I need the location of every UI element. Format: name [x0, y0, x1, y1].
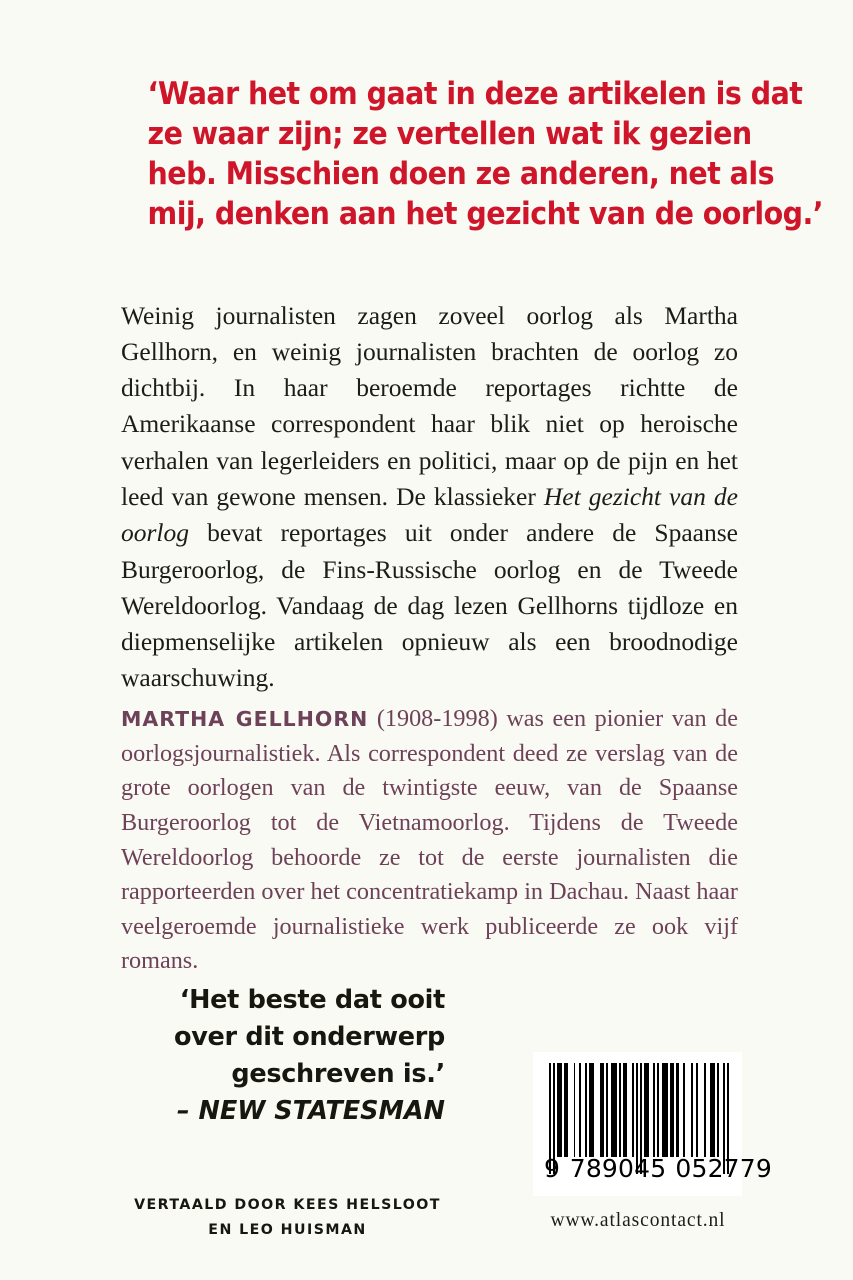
isbn-barcode [533, 1052, 772, 1196]
barcode-bars [549, 1063, 729, 1157]
review-quote [130, 982, 445, 1130]
translators-line-1: VERTAALD DOOR KEES HELSLOOT [134, 1197, 441, 1213]
barcode-right-group: 052779 [675, 1153, 772, 1183]
blurb-paragraph [121, 298, 738, 697]
review-quote-line-3: geschreven is.’ [231, 1059, 445, 1089]
translators-line-2: EN LEO HUISMAN [208, 1222, 367, 1238]
barcode-left-group: 789045 [569, 1153, 667, 1183]
barcode-lead-digit: 9 [544, 1153, 560, 1183]
author-name: MARTHA GELLHORN [121, 707, 369, 732]
author-bio-text: (1908-1998) was een pionier van de oorlogsjournalistiek. Als correspondent deed ze verslag van de grote oorlogen van de twintigste eeuw, van de Spaanse Burgeroorlog tot de Vietnamoorlog. Tijdens de Tweede Wereldoorlog behoorde ze tot de eerste journalisten die rapporteerden over het concentratiekamp in Dachau. Naast haar veelgeroemde journalistieke werk publiceerde ze ook vijf romans. [121, 705, 739, 975]
barcode-digits [544, 1153, 772, 1183]
review-source: – NEW STATESMAN [176, 1096, 445, 1126]
blurb-text-before-title: Weinig journalisten zagen zoveel oorlog als Martha Gellhorn, en weinig journalisten brachten de oorlog zo dichtbij. In haar beroemde reportages richtte de Amerikaanse correspondent haar blik niet op heroische verhalen van legerleiders en politici, maar op de pijn en het leed van gewone mensen. De klassieker [121, 300, 738, 511]
review-quote-line-2: over dit onderwerp [173, 1022, 445, 1052]
book-title-italic: Het gezicht van de oorlog [121, 481, 738, 548]
pull-quote [147, 74, 824, 234]
pull-quote-line-3: heb. Misschien doen ze anderen, net als [147, 156, 775, 192]
pull-quote-line-1: ‘Waar het om gaat in deze artikelen is dat [147, 76, 803, 112]
translators-credit [130, 1193, 445, 1243]
review-quote-line-1: ‘Het beste dat ooit [179, 985, 445, 1015]
author-bio-paragraph [121, 702, 738, 979]
pull-quote-line-2: ze waar zijn; ze vertellen wat ik gezien [147, 116, 752, 152]
pull-quote-line-4: mij, denken aan het gezicht van de oorlog.’ [147, 196, 824, 232]
publisher-url[interactable]: www.atlascontact.nl [550, 1210, 726, 1231]
blurb-text-after-title: bevat reportages uit onder andere de Spaanse Burgeroorlog, de Fins-Russische oorlog en de Tweede Wereldoorlog. Vandaag de dag lezen Gellhorns tijdloze en diepmenselijke artikelen opnieuw als een broodnodige waarschuwing. [121, 518, 738, 693]
